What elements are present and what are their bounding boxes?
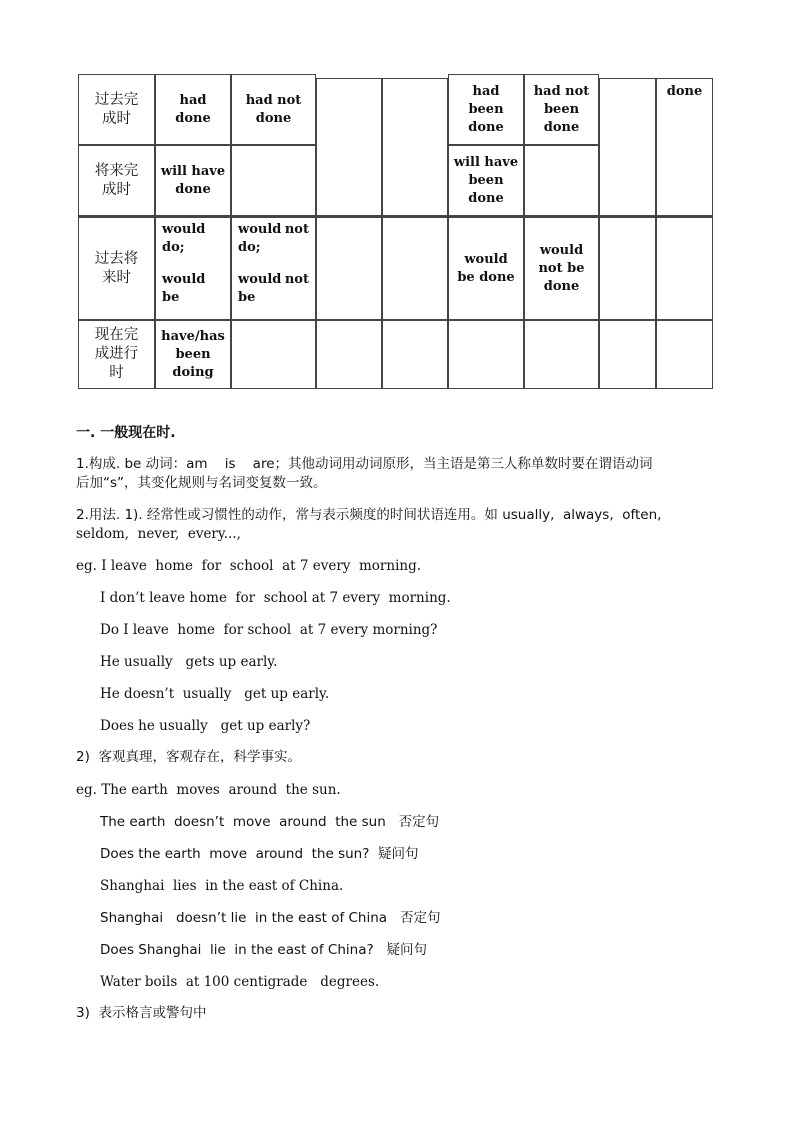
cell-line: do; [162, 240, 185, 255]
cell-will-have-done: will have done [155, 145, 231, 217]
usage-heading: 2) 客观真理，客观存在，科学事实。 [76, 749, 301, 765]
example-sentence: eg. The earth moves around the sun. [76, 782, 341, 798]
example-sentence: The earth doesn’t move around the sun 否定句 [100, 814, 440, 830]
cell-would-do-would-be [155, 217, 231, 320]
cell-empty [599, 320, 656, 389]
cell-had-done: had done [155, 74, 231, 145]
usage-heading: 3) 表示格言或警句中 [76, 1005, 207, 1021]
cell-have-has-been-doing: have/has been doing [155, 320, 231, 389]
cell-will-have-been-done: will have been done [448, 145, 524, 217]
cell-word: do; [238, 240, 261, 255]
row-label-past-perfect: 过去完 成时 [78, 74, 155, 145]
example-sentence: I don’t leave home for school at 7 every morning. [100, 590, 451, 606]
cell-empty [382, 320, 448, 389]
cell-empty [599, 217, 656, 320]
cell-would-be-done: would be done [448, 217, 524, 320]
cell-line [238, 239, 309, 257]
cell-word: be [238, 290, 256, 305]
cell-empty [656, 217, 713, 320]
cell-line [238, 221, 309, 239]
example-sentence: Does Shanghai lie in the east of China? 疑问句 [100, 942, 428, 958]
example-sentence: Does he usually get up early? [100, 718, 311, 734]
cell-line [238, 271, 309, 289]
cell-had-not-been-done: had not been done [524, 74, 599, 145]
cell-had-not-done: had not done [231, 74, 316, 145]
cell-empty [524, 320, 599, 389]
paragraph-line: 后加“s”，其变化规则与名词变复数一致。 [76, 475, 327, 491]
row-label-present-perfect-continuous: 现在完 成进行 时 [78, 320, 155, 389]
example-sentence: He doesn’t usually get up early. [100, 686, 330, 702]
cell-had-been-done: had been done [448, 74, 524, 145]
paragraph-line: 1.构成. be 动词：am is are；其他动词用动词原形，当主语是第三人称单数时要在谓语动词 [76, 456, 653, 472]
cell-word: would [238, 272, 282, 287]
example-sentence: Shanghai lies in the east of China. [100, 878, 344, 894]
cell-empty [382, 217, 448, 320]
row-label-future-perfect: 将来完 成时 [78, 145, 155, 217]
cell-empty [656, 320, 713, 389]
cell-empty [524, 145, 599, 217]
example-sentence: Do I leave home for school at 7 every morning? [100, 622, 438, 638]
cell-empty [316, 217, 382, 320]
cell-empty [316, 320, 382, 389]
example-sentence: Does the earth move around the sun? 疑问句 [100, 846, 419, 862]
cell-line: would [162, 222, 206, 237]
example-sentence: eg. I leave home for school at 7 every morning. [76, 558, 422, 574]
example-sentence: He usually gets up early. [100, 654, 278, 670]
cell-empty [231, 145, 316, 217]
row-divider [78, 215, 713, 216]
cell-would-not-be-done: would not be done [524, 217, 599, 320]
cell-word: not [284, 272, 309, 287]
example-sentence: Water boils at 100 centigrade degrees. [100, 974, 380, 990]
row-label-future-in-past: 过去将 来时 [78, 217, 155, 320]
cell-empty [448, 320, 524, 389]
cell-word: not [284, 222, 309, 237]
cell-empty [382, 78, 448, 217]
example-sentence: Shanghai doesn’t lie in the east of China 否定句 [100, 910, 441, 926]
cell-empty [316, 78, 382, 217]
paragraph-line: 2.用法. 1). 经常性或习惯性的动作，常与表示频度的时间状语连用。如 usually, always, often, [76, 507, 662, 523]
cell-would-not-do-would-not-be [231, 217, 316, 320]
paragraph-line: seldom, never, every..., [76, 526, 241, 542]
cell-empty [599, 78, 656, 217]
cell-done: done [656, 78, 713, 217]
cell-empty [231, 320, 316, 389]
cell-line [238, 289, 309, 307]
cell-line: be [162, 290, 180, 305]
section-title: 一. 一般现在时. [76, 425, 176, 441]
cell-word: would [238, 222, 282, 237]
tense-table [78, 74, 713, 389]
cell-line: would [162, 272, 206, 287]
